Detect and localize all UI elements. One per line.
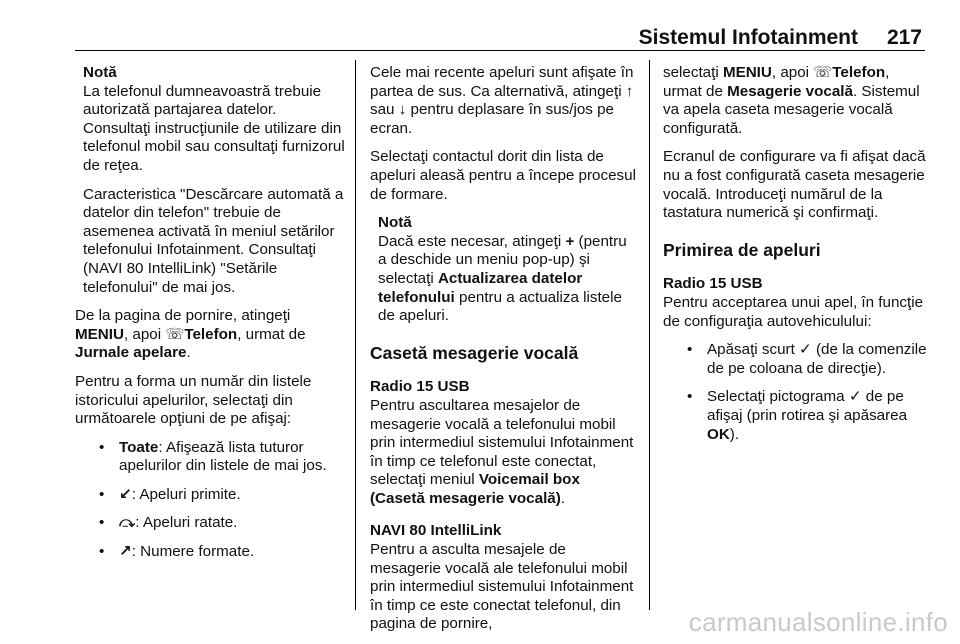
paragraph-recent: Cele mai recente apeluri sunt afişate în partea de sus. Ca alternativă, atingeţi ↑ sau ↓ pentru deplasare în sus/jos pe ecran.: [370, 64, 634, 137]
page-header: [75, 22, 922, 48]
subheading-radio: Radio 15 USB: [663, 275, 763, 293]
phone-label: Telefon: [184, 325, 238, 343]
menu-label: MENIU: [722, 64, 772, 81]
paragraph-select-voicemail: selectaţi MENIU, apoi ☏Telefon, urmat de Mesagerie vocală. Sistemul va apela caseta mesagerie vocală configurată.: [663, 64, 920, 137]
subheading-navi: NAVI 80 IntelliLink: [370, 522, 502, 540]
missed-call-icon: ⤼: [119, 514, 136, 532]
list-item: • Toate: Afişează lista tuturor apelurilor din listele de mai jos.: [99, 439, 345, 476]
list-item: • ⤼: Apeluri ratate.: [99, 514, 345, 533]
subheading-radio: Radio 15 USB: [370, 378, 470, 396]
dialed-call-icon: ↗: [119, 543, 132, 561]
page-title: Sistemul Infotainment: [638, 26, 858, 49]
phone-icon: ☏: [165, 325, 185, 343]
paragraph-accept: Pentru acceptarea unui apel, în funcţie de configuraţia autovehiculului:: [663, 293, 924, 330]
column-divider-2: [649, 60, 650, 610]
section-heading-receive: Primirea de apeluri: [663, 239, 821, 260]
received-call-icon: ↙: [119, 485, 132, 503]
accept-call-options: [663, 341, 929, 444]
column-divider-1: [355, 60, 356, 610]
note-box: [370, 214, 638, 326]
answer-call-icon: ✓: [848, 388, 862, 406]
list-item: • ↗: Numere formate.: [99, 543, 345, 562]
paragraph-select-contact: Selectaţi contactul dorit din lista de apeluri aleasă pentru a începe procesul de formare.: [370, 148, 636, 203]
note-box: [75, 64, 345, 297]
header-rule: [75, 50, 925, 51]
list-item: • Selectaţi pictograma ✓ de pe afişaj (prin rotirea şi apăsarea OK).: [687, 388, 929, 444]
column-1: [75, 64, 345, 572]
phone-icon: ☏: [813, 64, 833, 81]
call-log-options: [75, 439, 345, 562]
list-item: • Apăsaţi scurt ✓ (de la comenzile de pe coloana de direcţie).: [687, 341, 929, 378]
watermark: carmanualsonline.info: [688, 607, 948, 637]
ok-label: OK: [707, 425, 730, 443]
answer-call-icon: ✓: [799, 341, 812, 359]
paragraph-voicemail-radio: Pentru ascultarea mesajelor de mesagerie vocală a telefonului mobil prin intermediul sistemului Infotainment în timp ce telefonul este conectat, selectaţi meniul Voicemail box (Casetă mesagerie vocală).: [370, 396, 634, 507]
paragraph-home: De la pagina de pornire, atingeţi MENIU, apoi ☏Telefon, urmat de Jurnale apelare.: [75, 307, 306, 362]
call-logs-label: Jurnale apelare: [75, 344, 187, 362]
paragraph-voicemail-navi: Pentru a asculta mesajele de mesagerie vocală ale telefonului mobil prin intermediul sistemului Infotainment în timp ce este conectat telefonul, din pagina de pornire,: [370, 541, 634, 633]
section-heading-voicemail: Casetă mesagerie vocală: [370, 342, 579, 363]
paragraph-options: Pentru a forma un număr din listele istoricului apelurilor, selectaţi din următoarele opţiuni de pe afişaj:: [75, 372, 312, 428]
paragraph-setup-screen: Ecranul de configurare va fi afişat dacă nu a fost configurată caseta mesagerie vocală. Introduceţi numărul de la tastatura numerică şi confirmaţi.: [663, 148, 926, 222]
plus-icon: +: [565, 232, 575, 250]
page-number: 217: [886, 26, 922, 49]
column-2: [370, 64, 638, 644]
column-3: [663, 64, 929, 454]
note-text: Dacă este necesar, atingeţi + (pentru a deschide un meniu pop-up) şi selectaţi Actualizarea datelor telefonului pentru a actualiza listele de apeluri.: [378, 232, 627, 325]
phone-label: Telefon: [832, 64, 886, 81]
note-text-2: Caracteristica "Descărcare automată a datelor din telefon" trebuie de asemenea activată în meniul setărilor telefonului Infotainment. Consultaţi (NAVI 80 IntelliLink) "Setările telefonului" de mai jos.: [83, 185, 344, 296]
note-title: Notă: [378, 214, 412, 232]
list-item: • ↙: Apeluri primite.: [99, 486, 345, 505]
voicemail-label: Mesagerie vocală: [727, 82, 853, 100]
menu-label: MENIU: [75, 325, 124, 343]
note-title: Notă: [83, 64, 117, 81]
note-text-1: La telefonul dumneavoastră trebuie autorizată partajarea datelor. Consultaţi instrucţiunile de utilizare din telefonul mobil sau consultaţi furnizorul de reţea.: [83, 82, 345, 174]
